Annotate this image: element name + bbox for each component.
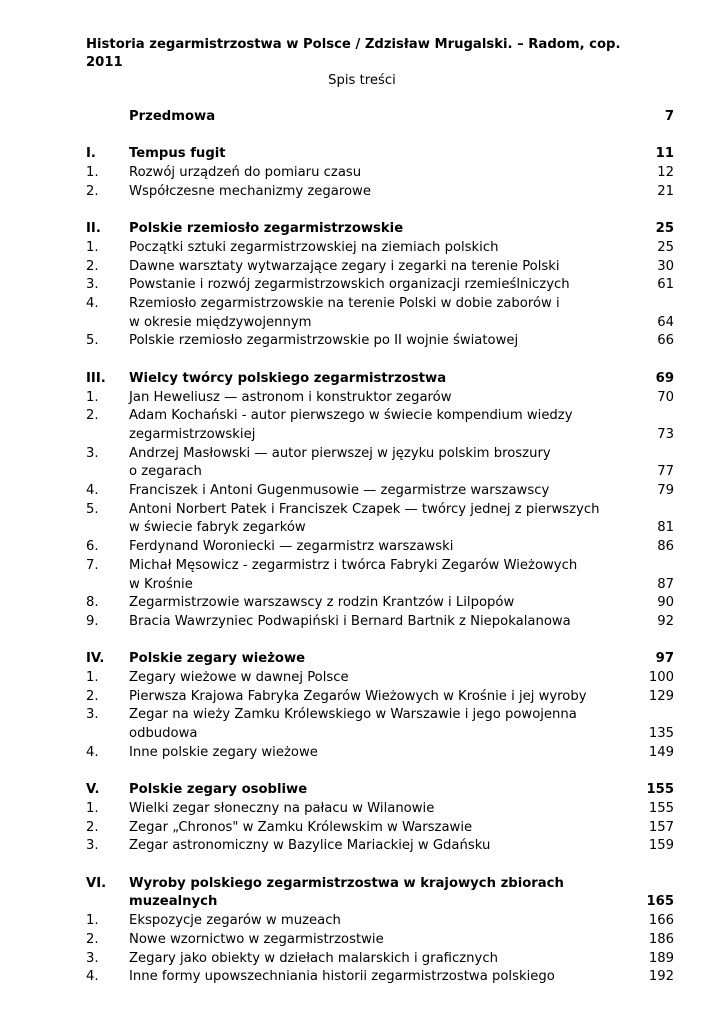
toc-entry-title: Tempus fugit: [129, 146, 226, 162]
toc-entry: [86, 931, 678, 950]
toc-entry-title: Andrzej Masłowski — autor pierwszej w języku polskim broszury o zegarach: [129, 445, 551, 480]
toc-entry: [86, 557, 678, 594]
toc-entry-title: Polskie rzemiosło zegarmistrzowskie: [129, 221, 404, 237]
toc-entry-title: Wielcy twórcy polskiego zegarmistrzostwa: [129, 370, 447, 386]
toc-entry-number: 4.: [86, 744, 99, 760]
toc-entry: [86, 912, 678, 931]
toc-entry: [86, 482, 678, 501]
toc-entry: [86, 968, 678, 987]
toc-entry-page: 135: [648, 726, 674, 742]
toc-entry-title: Zegar „Chronos" w Zamku Królewskim w Warszawie: [129, 819, 473, 835]
toc-entry-page: 81: [657, 520, 674, 536]
toc-entry-title: Dawne warsztaty wytwarzające zegary i zegarki na terenie Polski: [129, 258, 560, 274]
toc-entry-title: Zegary jako obiekty w dziełach malarskich i graficznych: [129, 950, 498, 966]
toc-entry-page: 90: [657, 595, 674, 611]
toc-entry-title: Jan Heweliusz — astronom i konstruktor zegarów: [129, 389, 452, 405]
toc-section-heading: [86, 145, 678, 164]
toc-entry-page: 155: [648, 800, 674, 816]
toc-entry-page: 157: [648, 819, 674, 835]
toc-entry: [86, 276, 678, 295]
toc-entry-number: 4.: [86, 969, 99, 985]
toc-entry-number: 9.: [86, 613, 99, 629]
toc-entry-title: Inne formy upowszechniania historii zegarmistrzostwa polskiego: [129, 969, 555, 985]
toc-entry: [86, 407, 678, 444]
toc-entry: [86, 239, 678, 258]
toc-section-heading: [86, 220, 678, 239]
toc-entry-page: 166: [648, 913, 674, 929]
toc-entry: [86, 819, 678, 838]
toc-entry: [86, 669, 678, 688]
toc-entry-title: Antoni Norbert Patek i Franciszek Czapek — twórcy jednej z pierwszych w świecie fabryk zegarków: [129, 501, 600, 536]
toc-section-heading: [86, 781, 678, 800]
toc-entry-number: 3.: [86, 838, 99, 854]
toc-entry: [86, 800, 678, 819]
toc-entry: [86, 258, 678, 277]
toc-entry-number: 1.: [86, 165, 99, 181]
toc-entry-title: Zegar astronomiczny w Bazylice Mariackiej w Gdańsku: [129, 838, 491, 854]
toc-entry-number: VI.: [86, 875, 107, 891]
toc-entry-title: Polskie rzemiosło zegarmistrzowskie po II wojnie światowej: [129, 333, 519, 349]
toc-entry-number: 4.: [86, 296, 99, 311]
toc-entry-page: 12: [657, 165, 674, 181]
toc-entry-title: Współczesne mechanizmy zegarowe: [129, 183, 371, 199]
toc-entry: [86, 744, 678, 763]
toc-entry-number: V.: [86, 782, 100, 798]
toc-entry-page: 7: [664, 109, 674, 124]
toc-entry-title: Inne polskie zegary wieżowe: [129, 744, 318, 760]
toc-entry-title: Adam Kochański - autor pierwszego w świecie kompendium wiedzy zegarmistrzowskiej: [129, 408, 573, 442]
toc-entry-number: IV.: [86, 651, 105, 667]
toc-entry-page: 73: [657, 426, 674, 442]
toc-entry-page: 11: [655, 146, 674, 162]
toc-entry: [86, 332, 678, 351]
toc-entry-title: Polskie zegary osobliwe: [129, 782, 308, 798]
toc-entry-title: Zegar na wieży Zamku Królewskiego w Warszawie i jego powojenna odbudowa: [129, 707, 577, 742]
toc-entry-page: 165: [646, 894, 674, 910]
toc-entry-number: 2.: [86, 931, 99, 947]
toc-entry-title: Rozwój urządzeń do pomiaru czasu: [129, 165, 362, 181]
toc-entry: [86, 706, 678, 743]
toc-entry-number: 3.: [86, 277, 99, 293]
toc-entry-number: 1.: [86, 239, 99, 255]
toc-entry-page: 186: [648, 931, 674, 947]
toc-entry-page: 30: [657, 258, 674, 274]
toc-entry-number: 6.: [86, 539, 99, 555]
toc-entry-title: Polskie zegary wieżowe: [129, 651, 306, 667]
toc-entry-title: Powstanie i rozwój zegarmistrzowskich organizacji rzemieślniczych: [129, 277, 570, 293]
toc-entry-title: Przedmowa: [129, 109, 216, 124]
table-of-contents: [86, 108, 678, 987]
toc-entry-title: Zegary wieżowe w dawnej Polsce: [129, 670, 349, 686]
toc-entry-title: Zegarmistrzowie warszawscy z rodzin Krantzów i Lilpopów: [129, 595, 515, 611]
toc-entry-number: 2.: [86, 688, 99, 704]
toc-entry-number: 7.: [86, 557, 99, 573]
toc-entry-page: 189: [648, 950, 674, 966]
toc-entry: [86, 688, 678, 707]
toc-entry: [86, 594, 678, 613]
toc-entry-number: 3.: [86, 707, 99, 723]
toc-entry-title: Nowe wzornictwo w zegarmistrzostwie: [129, 931, 384, 947]
toc-entry-title: Rzemiosło zegarmistrzowskie na terenie Polski w dobie zaborów i w okresie międzywojennym: [129, 296, 560, 330]
toc-entry-title: Franciszek i Antoni Gugenmusowie — zegarmistrze warszawscy: [129, 483, 550, 499]
toc-entry-number: 2.: [86, 408, 99, 424]
toc-entry-page: 100: [648, 670, 674, 686]
toc-section-heading: [86, 108, 678, 127]
toc-entry: [86, 183, 678, 202]
toc-entry-page: 86: [657, 539, 674, 555]
toc-entry-title: Bracia Wawrzyniec Podwapiński i Bernard Bartnik z Niepokalanowa: [129, 613, 571, 629]
toc-entry-page: 92: [657, 613, 674, 629]
toc-section-heading: [86, 370, 678, 389]
toc-entry-title: Michał Męsowicz - zegarmistrz i twórca Fabryki Zegarów Wieżowych w Krośnie: [129, 557, 578, 592]
toc-entry-title: Ekspozycje zegarów w muzeach: [129, 913, 341, 929]
toc-section-heading: [86, 650, 678, 669]
toc-entry-page: 87: [657, 576, 674, 592]
toc-entry-page: 21: [657, 183, 674, 199]
toc-entry-title: Ferdynand Woroniecki — zegarmistrz warszawski: [129, 539, 454, 555]
toc-entry-page: 77: [657, 464, 674, 480]
toc-entry-number: 8.: [86, 595, 99, 611]
toc-entry-number: 5.: [86, 501, 99, 517]
toc-entry: [86, 538, 678, 557]
toc-entry-page: 69: [655, 370, 674, 386]
toc-entry-page: 129: [648, 688, 674, 704]
toc-entry-title: Początki sztuki zegarmistrzowskiej na ziemiach polskich: [129, 239, 499, 255]
toc-entry-page: 79: [657, 483, 674, 499]
toc-entry-number: 1.: [86, 670, 99, 686]
toc-entry-number: 1.: [86, 389, 99, 405]
toc-entry-number: II.: [86, 221, 101, 237]
toc-entry: [86, 950, 678, 969]
toc-heading: Spis treści: [328, 73, 396, 88]
toc-entry-number: 3.: [86, 445, 99, 461]
toc-entry-title: Wyroby polskiego zegarmistrzostwa w krajowych zbiorach muzealnych: [129, 875, 564, 910]
toc-entry-number: 4.: [86, 483, 99, 499]
toc-entry-page: 64: [657, 314, 674, 330]
toc-entry-title: Wielki zegar słoneczny na pałacu w Wilanowie: [129, 800, 435, 816]
toc-entry: [86, 295, 678, 332]
toc-entry-page: 70: [657, 389, 674, 405]
toc-entry: [86, 389, 678, 408]
toc-entry-title: Pierwsza Krajowa Fabryka Zegarów Wieżowych w Krośnie i jej wyroby: [129, 688, 587, 704]
toc-entry-number: 2.: [86, 258, 99, 274]
toc-entry: [86, 164, 678, 183]
toc-entry-number: 2.: [86, 183, 99, 199]
toc-entry: [86, 445, 678, 482]
toc-entry-number: 2.: [86, 819, 99, 835]
toc-entry-page: 97: [655, 651, 674, 667]
toc-entry-number: 3.: [86, 950, 99, 966]
document-title: Historia zegarmistrzostwa w Polsce / Zdzisław Mrugalski. – Radom, cop. 2011: [86, 37, 621, 70]
toc-entry-page: 61: [657, 277, 674, 293]
toc-entry: [86, 501, 678, 538]
toc-entry-number: I.: [86, 146, 96, 162]
toc-entry: [86, 613, 678, 632]
toc-section-heading: [86, 875, 678, 912]
toc-entry-page: 25: [655, 221, 674, 237]
toc-entry-page: 25: [657, 239, 674, 255]
toc-entry-page: 159: [648, 838, 674, 854]
toc-entry-number: 1.: [86, 800, 99, 816]
toc-entry-number: III.: [86, 370, 106, 386]
toc-entry-number: 1.: [86, 913, 99, 929]
toc-entry-page: 192: [648, 969, 674, 985]
toc-entry-page: 155: [646, 782, 674, 798]
toc-entry-page: 66: [657, 333, 674, 349]
toc-entry: [86, 837, 678, 856]
toc-entry-number: 5.: [86, 333, 99, 349]
toc-entry-page: 149: [648, 744, 674, 760]
